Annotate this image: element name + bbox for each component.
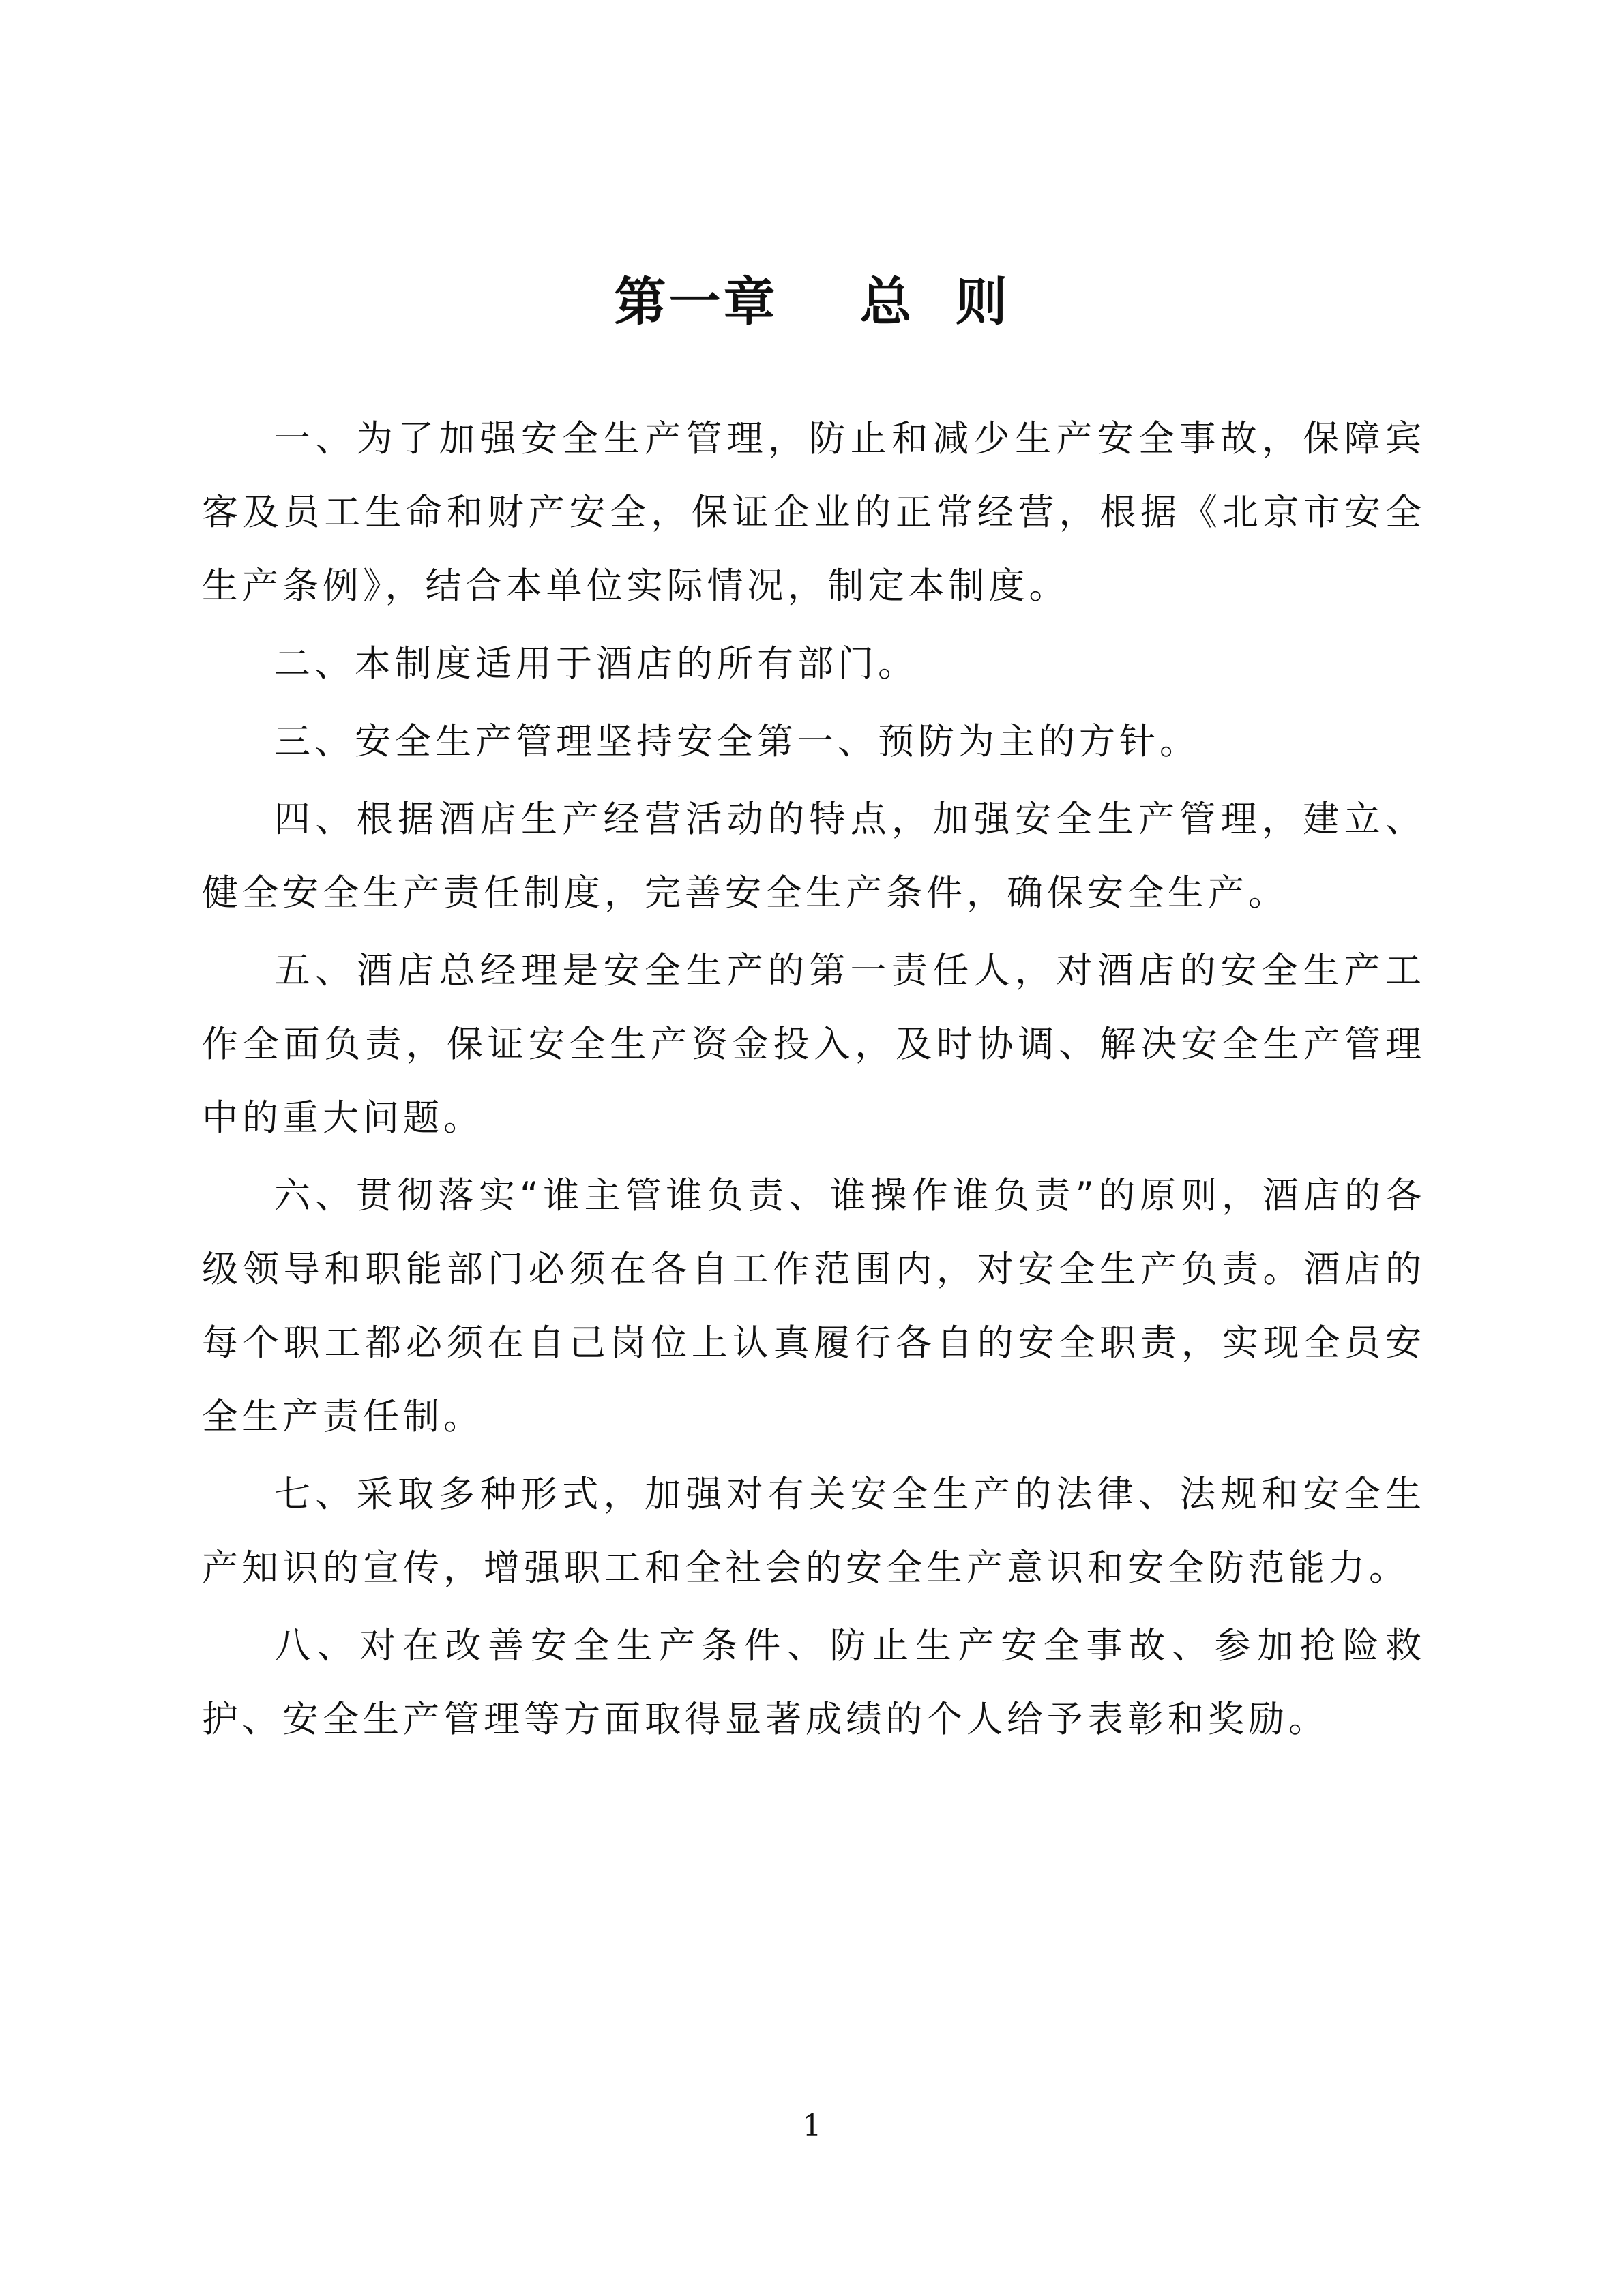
chapter-title-part1: 总 xyxy=(859,271,915,332)
chapter-body xyxy=(202,402,1426,1761)
article-7: 七、采取多种形式，加强对有关安全生产的法律、法规和安全生产知识的宣传，增强职工和全社会的安全生产意识和安全防范能力。 xyxy=(202,1474,1426,1589)
chapter-title-part2: 则 xyxy=(955,271,1010,332)
page-number: 1 xyxy=(802,2108,822,2143)
article-2: 二、本制度适用于酒店的所有部门。 xyxy=(274,643,918,685)
article-4: 四、根据酒店生产经营活动的特点，加强安全生产管理，建立、健全安全生产责任制度，完善安全生产条件，确保安全生产。 xyxy=(202,799,1426,914)
chapter-label: 第一章 xyxy=(614,271,778,332)
chapter-title xyxy=(0,265,1624,340)
article-5: 五、酒店总经理是安全生产的第一责任人，对酒店的安全生产工作全面负责，保证安全生产资金投入，及时协调、解决安全生产管理中的重大问题。 xyxy=(202,950,1426,1139)
article-8: 八、对在改善安全生产条件、防止生产安全事故、参加抢险救护、安全生产管理等方面取得显著成绩的个人给予表彰和奖励。 xyxy=(202,1625,1426,1740)
article-3: 三、安全生产管理坚持安全第一、预防为主的方针。 xyxy=(274,721,1200,762)
article-6: 六、贯彻落实“谁主管谁负责、谁操作谁负责”的原则，酒店的各级领导和职能部门必须在各自工作范围内，对安全生产负责。酒店的每个职工都必须在自己岗位上认真履行各自的安全职责，实现全员安全生产责任制。 xyxy=(202,1175,1426,1437)
article-1: 一、为了加强安全生产管理，防止和减少生产安全事故，保障宾客及员工生命和财产安全，保证企业的正常经营，根据《北京市安全生产条例》，结合本单位实际情况，制定本制度。 xyxy=(202,418,1426,607)
